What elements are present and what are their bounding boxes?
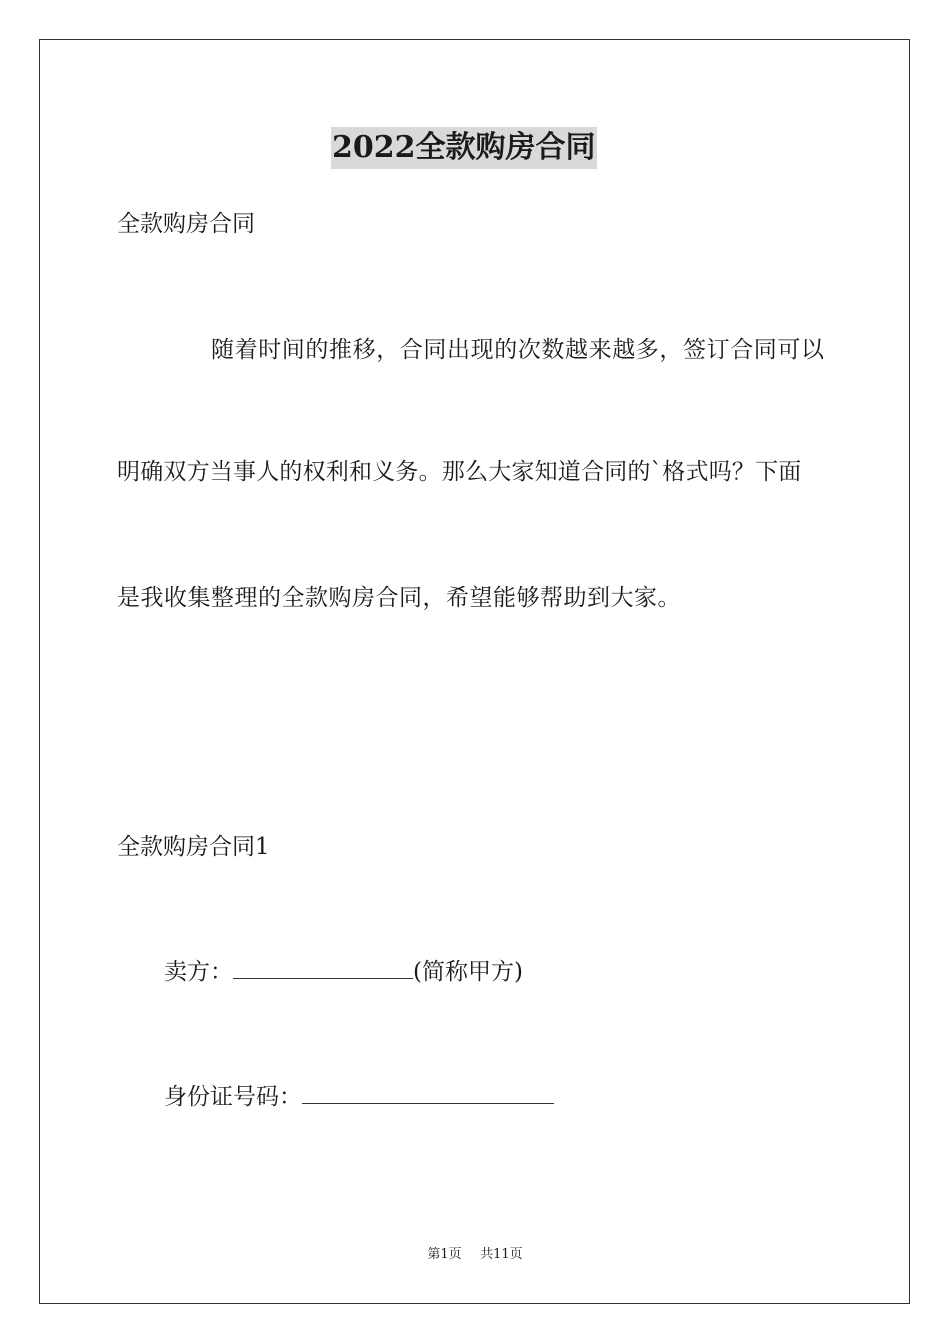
- seller-label: 卖方：: [164, 959, 233, 985]
- page-total: 共11页: [480, 1247, 523, 1262]
- document-title: 2022全款购房合同: [331, 127, 597, 169]
- intro-line-2: 明确双方当事人的权利和义务。那么大家知道合同的`格式吗？下面: [117, 459, 802, 485]
- seller-blank: [233, 958, 413, 979]
- id-number-line: [164, 1082, 554, 1112]
- id-number-label: 身份证号码：: [164, 1084, 302, 1110]
- intro-line-1: 随着时间的推移，合同出现的次数越来越多，签订合同可以: [211, 337, 825, 363]
- page-footer: [0, 1246, 950, 1264]
- id-number-blank: [302, 1083, 554, 1104]
- section-heading: 全款购房合同1: [117, 834, 270, 860]
- intro-line-3: 是我收集整理的全款购房合同，希望能够帮助到大家。: [117, 585, 681, 611]
- page-number: 第1页: [427, 1247, 462, 1262]
- seller-line: [164, 957, 523, 987]
- seller-suffix: (简称甲方): [413, 959, 523, 985]
- document-subtitle: 全款购房合同: [117, 211, 255, 237]
